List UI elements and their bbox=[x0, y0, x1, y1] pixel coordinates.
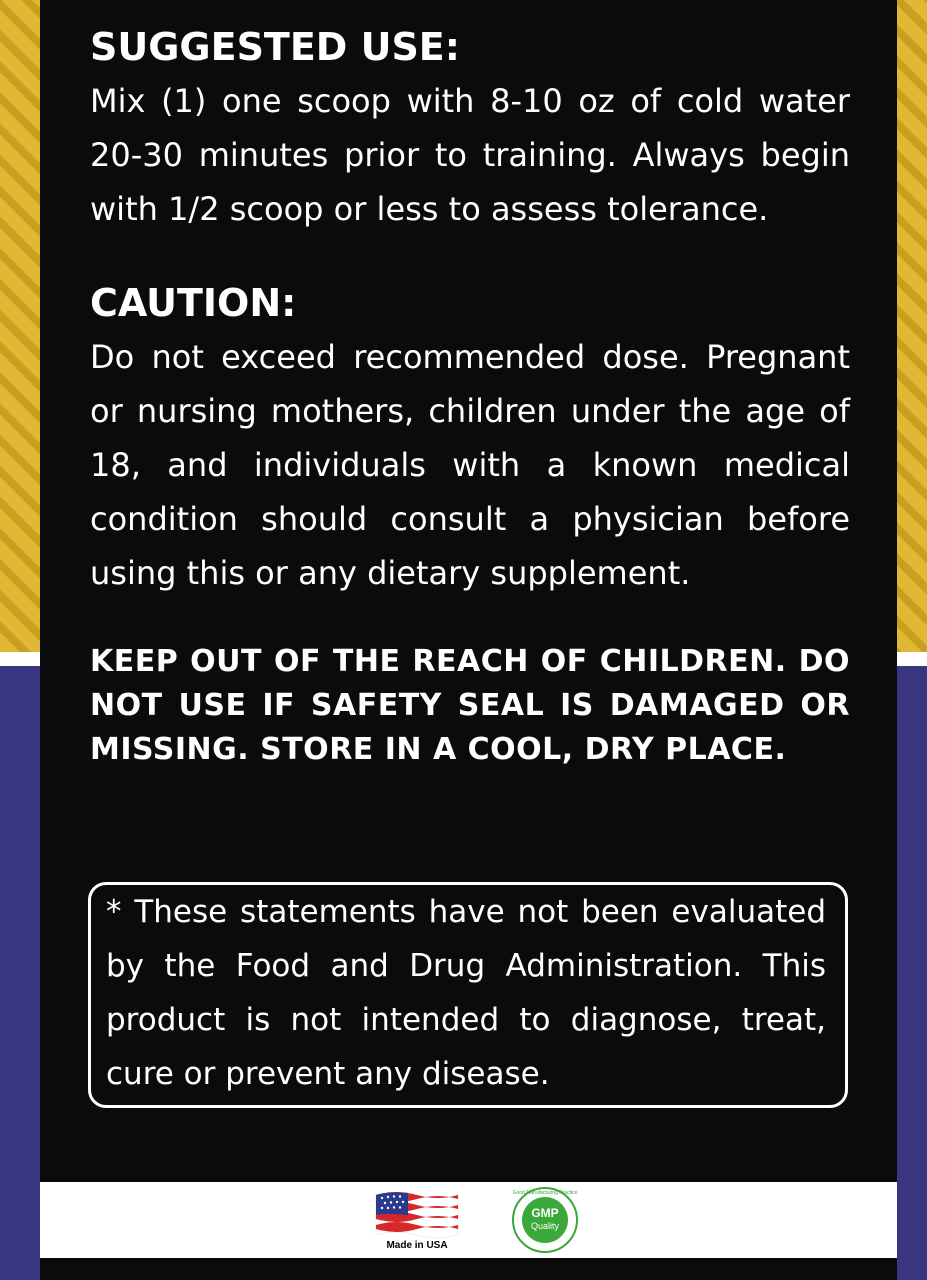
made-in-usa-label: Made in USA bbox=[386, 1240, 448, 1251]
gmp-label: GMP bbox=[531, 1206, 559, 1220]
caution-title: CAUTION: bbox=[90, 281, 297, 325]
suggested-use-text: Mix (1) one scoop with 8-10 oz of cold water 20-30 minutes prior to training. Always begin with 1/2 scoop or less to assess tolerance. bbox=[90, 82, 850, 228]
gmp-quality-label: Quality bbox=[530, 1221, 559, 1231]
gmp-quality-seal-icon bbox=[505, 1186, 585, 1254]
gmp-ring-text: Good Manufacturing Practice bbox=[512, 1190, 578, 1196]
storage-warning: KEEP OUT OF THE REACH OF CHILDREN. DO NOT USE IF SAFETY SEAL IS DAMAGED OR MISSING. STORE IN A COOL, DRY PLACE. bbox=[90, 644, 850, 767]
caution-text: Do not exceed recommended dose. Pregnant or nursing mothers, children under the age of 18, and individuals with a known medical condition should consult a physician before using this or any dietary supplement. bbox=[90, 338, 850, 592]
footer-bar bbox=[40, 1182, 897, 1258]
suggested-use-title: SUGGESTED USE: bbox=[90, 25, 460, 69]
fda-disclaimer-text: * These statements have not been evaluated by the Food and Drug Administration. This product is not intended to diagnose, treat, cure or prevent any disease. bbox=[106, 894, 826, 1092]
